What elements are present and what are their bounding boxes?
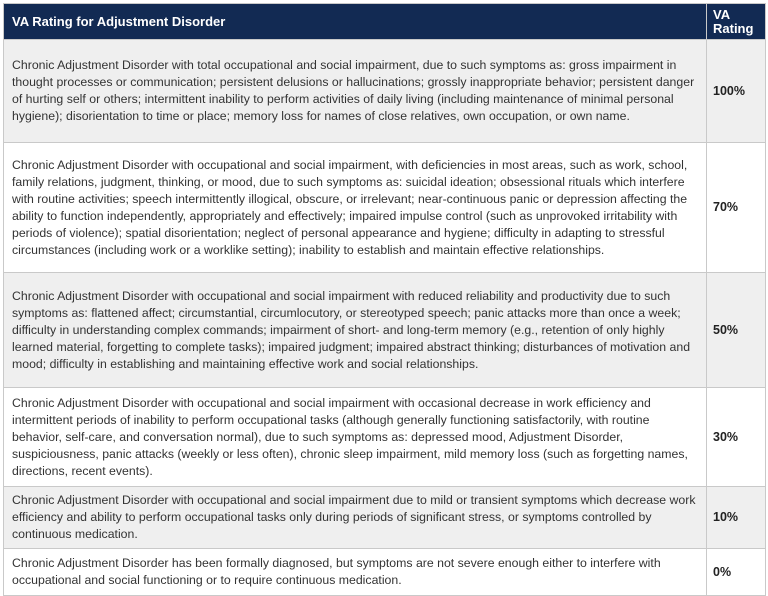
description-column-header: VA Rating for Adjustment Disorder <box>4 4 707 40</box>
row-rating: 0% <box>707 549 766 596</box>
table-row <box>4 487 766 549</box>
row-rating: 70% <box>707 143 766 273</box>
row-description: Chronic Adjustment Disorder with total occupational and social impairment, due to such symptoms as: gross impairment in thought processes or communication; persistent delusions or hallucinations; grossly inappropriate behavior; persistent danger of hurting self or others; intermittent inability to perform activities of daily living (including maintenance of minimal personal hygiene); disorientation to time or place; memory loss for names of close relatives, own occupation, or own name. <box>4 40 707 143</box>
va-rating-table <box>3 3 766 596</box>
rating-table-container <box>3 3 765 596</box>
row-description: Chronic Adjustment Disorder with occupational and social impairment with occasional decrease in work efficiency and intermittent periods of inability to perform occupational tasks (although generally functioning satisfactorily, with routine behavior, self-care, and conversation normal), due to such symptoms as: depressed mood, Adjustment Disorder, suspiciousness, panic attacks (weekly or less often), chronic sleep impairment, mild memory loss (such as forgetting names, directions, recent events). <box>4 388 707 487</box>
table-header <box>4 4 766 40</box>
table-row <box>4 143 766 273</box>
table-row <box>4 388 766 487</box>
row-description: Chronic Adjustment Disorder with occupational and social impairment with reduced reliability and productivity due to such symptoms as: flattened affect; circumstantial, circumlocutory, or stereotyped speech; panic attacks more than once a week; difficulty in understanding complex commands; impairment of short- and long-term memory (e.g., retention of only highly learned material, forgetting to complete tasks); impaired judgment; impaired abstract thinking; disturbances of motivation and mood; difficulty in establishing and maintaining effective work and social relationships. <box>4 273 707 388</box>
table-body <box>4 40 766 596</box>
row-description: Chronic Adjustment Disorder with occupational and social impairment, with deficiencies in most areas, such as work, school, family relations, judgment, thinking, or mood, due to such symptoms as: suicidal ideation; obsessional rituals which interfere with routine activities; speech intermittently illogical, obscure, or irrelevant; near-continuous panic or depression affecting the ability to function independently, appropriately and effectively; impaired impulse control (such as unprovoked irritability with periods of violence); spatial disorientation; neglect of personal appearance and hygiene; difficulty in adapting to stressful circumstances (including work or a worklike setting); inability to establish and maintain effective relationships. <box>4 143 707 273</box>
table-row <box>4 273 766 388</box>
table-row <box>4 40 766 143</box>
table-row <box>4 549 766 596</box>
row-description: Chronic Adjustment Disorder has been formally diagnosed, but symptoms are not severe enough either to interfere with occupational and social functioning or to require continuous medication. <box>4 549 707 596</box>
row-rating: 30% <box>707 388 766 487</box>
row-description: Chronic Adjustment Disorder with occupational and social impairment due to mild or transient symptoms which decrease work efficiency and ability to perform occupational tasks only during periods of significant stress, or symptoms controlled by continuous medication. <box>4 487 707 549</box>
row-rating: 10% <box>707 487 766 549</box>
header-row <box>4 4 766 40</box>
rating-column-header <box>707 4 766 40</box>
row-rating: 100% <box>707 40 766 143</box>
rating-header-line1: VA <box>713 6 731 22</box>
row-rating: 50% <box>707 273 766 388</box>
rating-header-line2: Rating <box>713 20 754 36</box>
